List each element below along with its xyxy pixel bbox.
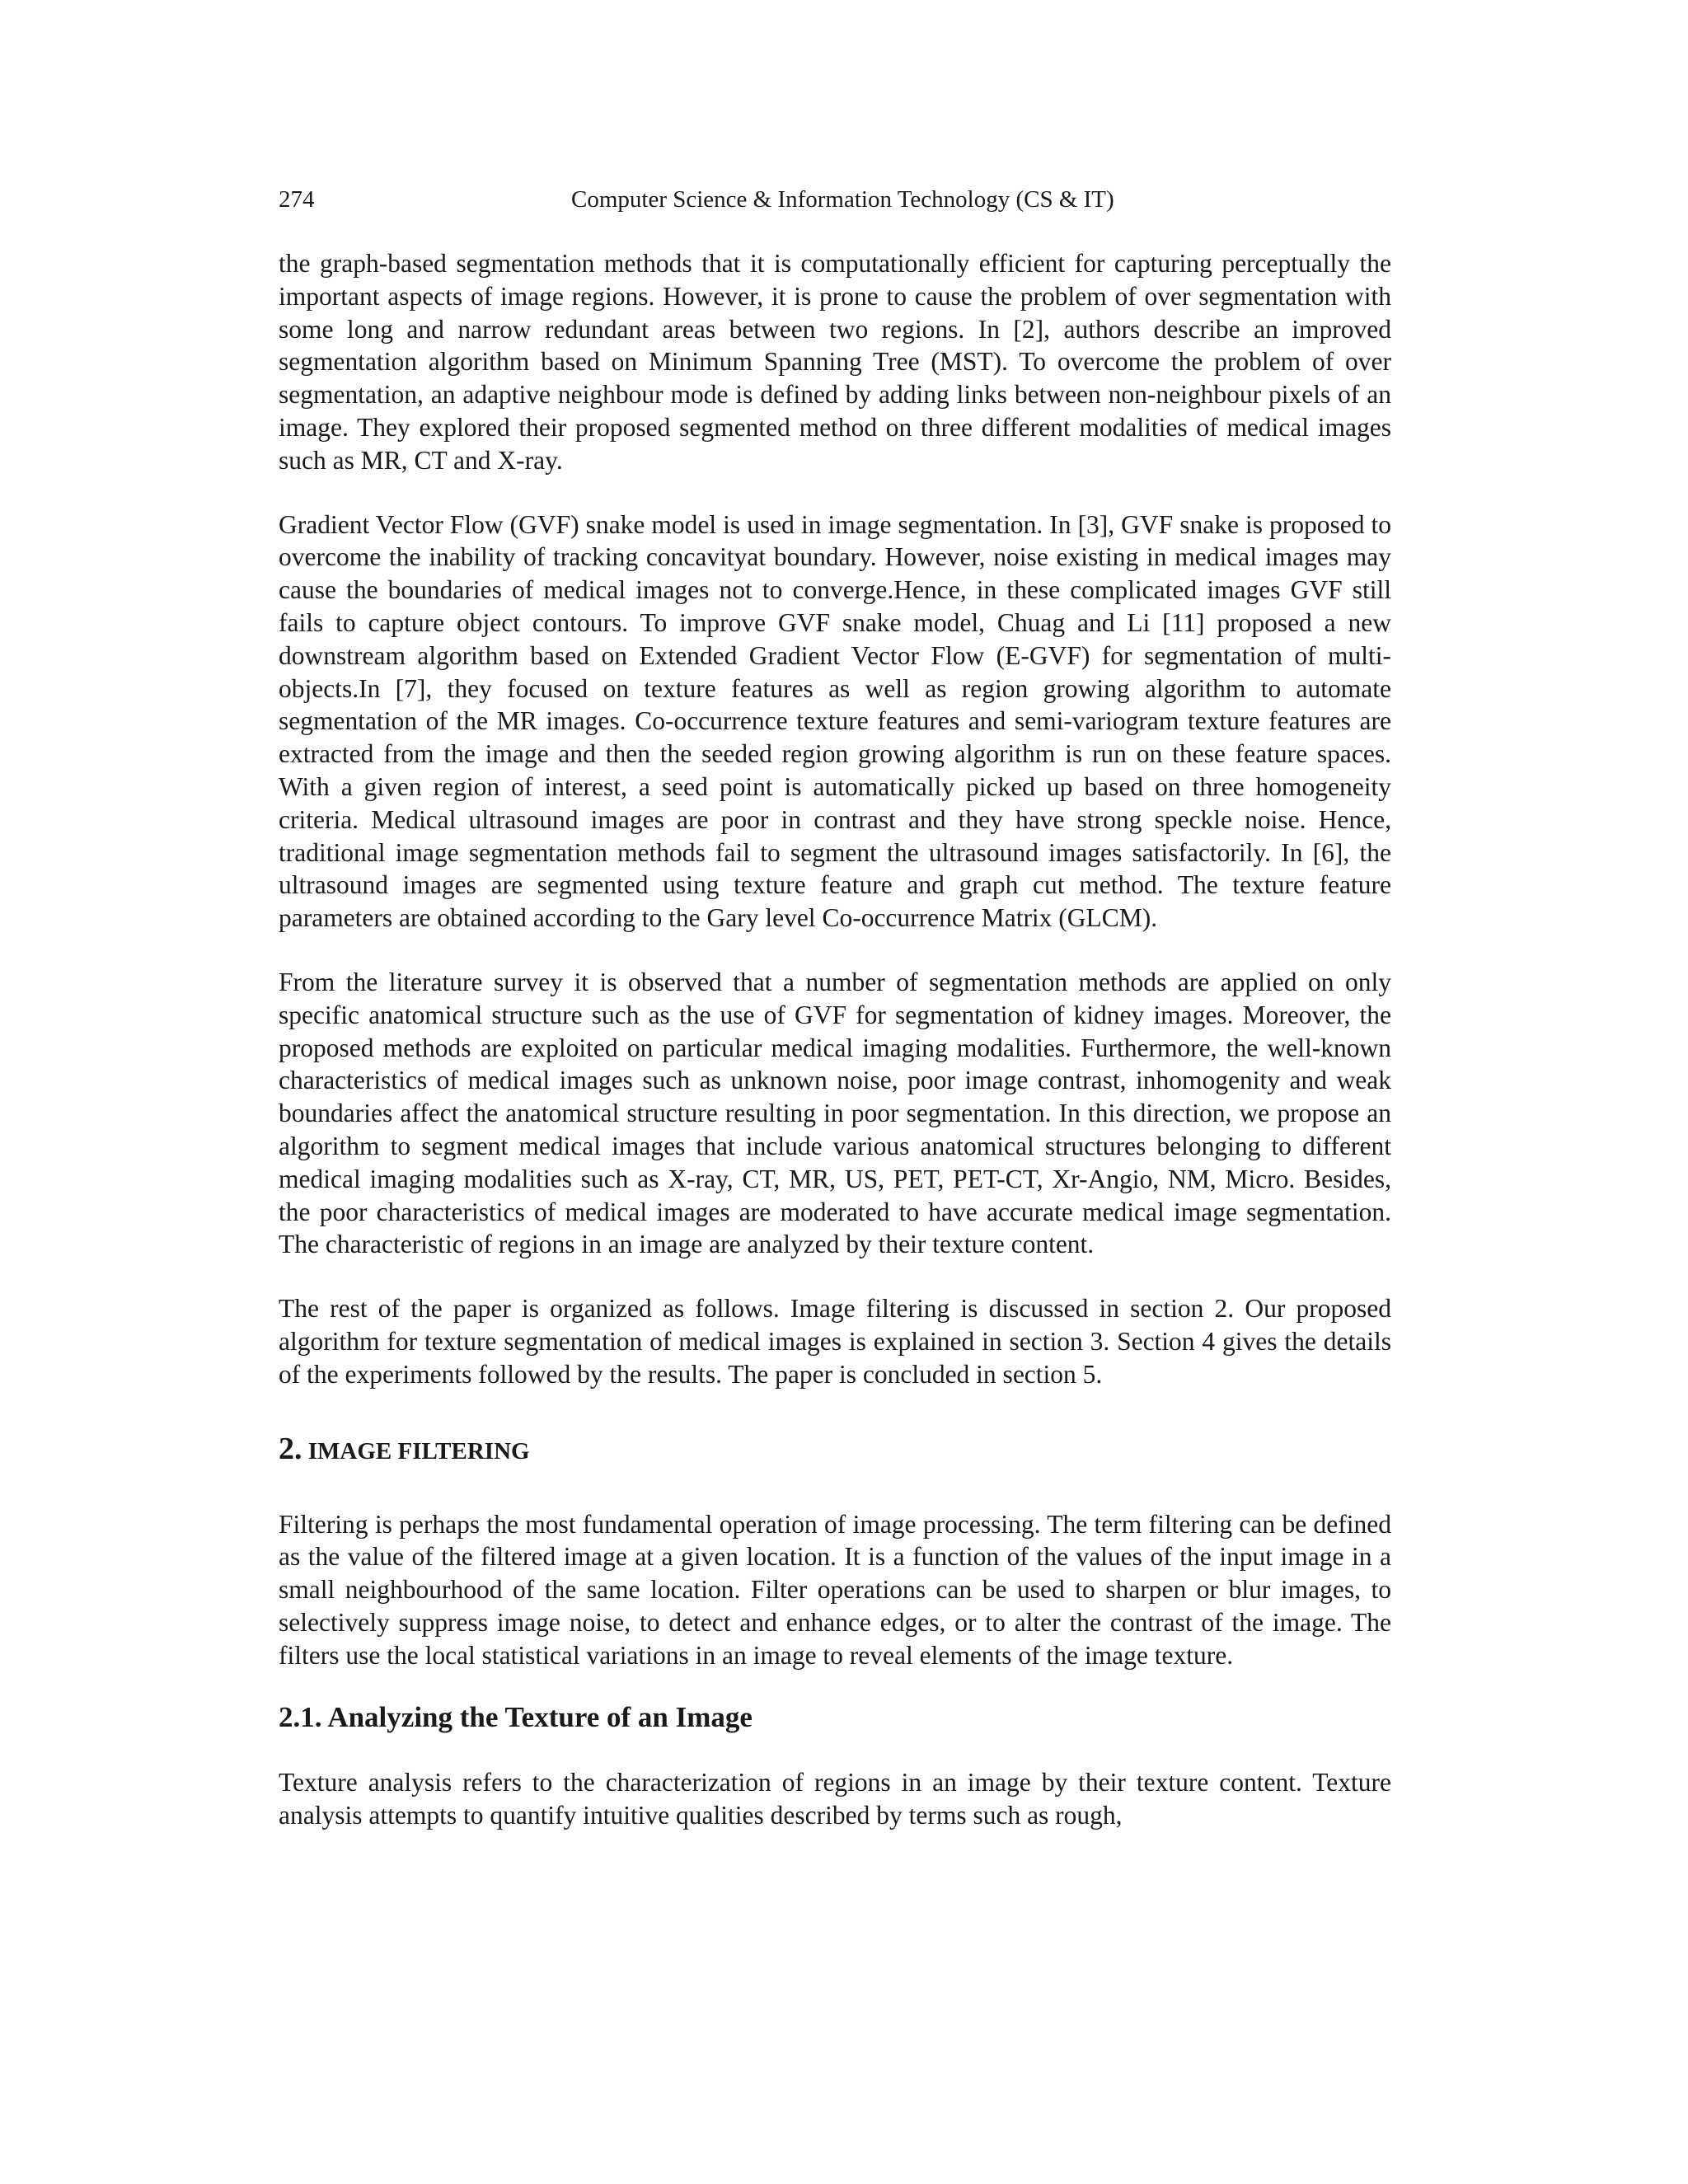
subsection-paragraph: Texture analysis refers to the characterization of regions in an image by their texture content. Texture analysis attempts to quantify intuitive qualities described by terms such as rough, bbox=[279, 1768, 1391, 1830]
body-paragraph: The rest of the paper is organized as follows. Image filtering is discussed in section 2. Our proposed algorithm for texture segmentation of medical images is explained in section 3. Section 4 gives the details of the experiments followed by the results. The paper is concluded in section 5. bbox=[279, 1294, 1391, 1389]
running-header bbox=[279, 183, 1391, 216]
body-paragraph: From the literature survey it is observed that a number of segmentation methods are applied on only specific anatomical structure such as the use of GVF for segmentation of kidney images. Moreover, the proposed methods are exploited on particular medical imaging modalities. Furthermore, the well-known characteristics of medical images such as unknown noise, poor image contrast, inhomogenity and weak boundaries affect the anatomical structure resulting in poor segmentation. In this direction, we propose an algorithm to segment medical images that include various anatomical structures belonging to different medical imaging modalities such as X-ray, CT, MR, US, PET, PET-CT, Xr-Angio, NM, Micro. Besides, the poor characteristics of medical images are moderated to have accurate medical image segmentation. The characteristic of regions in an image are analyzed by their texture content. bbox=[279, 967, 1391, 1259]
section-heading bbox=[279, 1432, 1391, 1465]
subsection-heading: 2.1. Analyzing the Texture of an Image bbox=[279, 1701, 753, 1734]
body-paragraph: the graph-based segmentation methods that it is computationally efficient for capturing perceptually the important aspects of image regions. However, it is prone to cause the problem of over segmentation with some long and narrow redundant areas between two regions. In [2], authors describe an improved segmentation algorithm based on Minimum Spanning Tree (MST). To overcome the problem of over segmentation, an adaptive neighbour mode is defined by adding links between non-neighbour pixels of an image. They explored their proposed segmented method on three different modalities of medical images such as MR, CT and X-ray. bbox=[279, 249, 1391, 475]
section-title: IMAGE FILTERING bbox=[307, 1437, 530, 1465]
page-number: 274 bbox=[279, 186, 315, 213]
paper-page bbox=[279, 183, 1391, 1832]
journal-title: Computer Science & Information Technology (CS & IT) bbox=[571, 186, 1114, 213]
section-number: 2. bbox=[279, 1431, 302, 1466]
section-paragraph: Filtering is perhaps the most fundamental operation of image processing. The term filtering can be defined as the value of the filtered image at a given location. It is a function of the values of the input image in a small neighbourhood of the same location. Filter operations can be used to sharpen or blur images, to selectively suppress image noise, to detect and enhance edges, or to alter the contrast of the image. The filters use the local statistical variations in an image to reveal elements of the image texture. bbox=[279, 1509, 1391, 1670]
body-paragraph: Gradient Vector Flow (GVF) snake model is used in image segmentation. In [3], GVF snake is proposed to overcome the inability of tracking concavityat boundary. However, noise existing in medical images may cause the boundaries of medical images not to converge.Hence, in these complicated images GVF still fails to capture object contours. To improve GVF snake model, Chuag and Li [11] proposed a new downstream algorithm based on Extended Gradient Vector Flow (E-GVF) for segmentation of multi-objects.In [7], they focused on texture features as well as region growing algorithm to automate segmentation of the MR images. Co-occurrence texture features and semi-variogram texture features are extracted from the image and then the seeded region growing algorithm is run on these feature spaces. With a given region of interest, a seed point is automatically picked up based on three homogeneity criteria. Medical ultrasound images are poor in contrast and they have strong speckle noise. Hence, traditional image segmentation methods fail to segment the ultrasound images satisfactorily. In [6], the ultrasound images are segmented using texture feature and graph cut method. The texture feature parameters are obtained according to the Gary level Co-occurrence Matrix (GLCM). bbox=[279, 509, 1391, 933]
